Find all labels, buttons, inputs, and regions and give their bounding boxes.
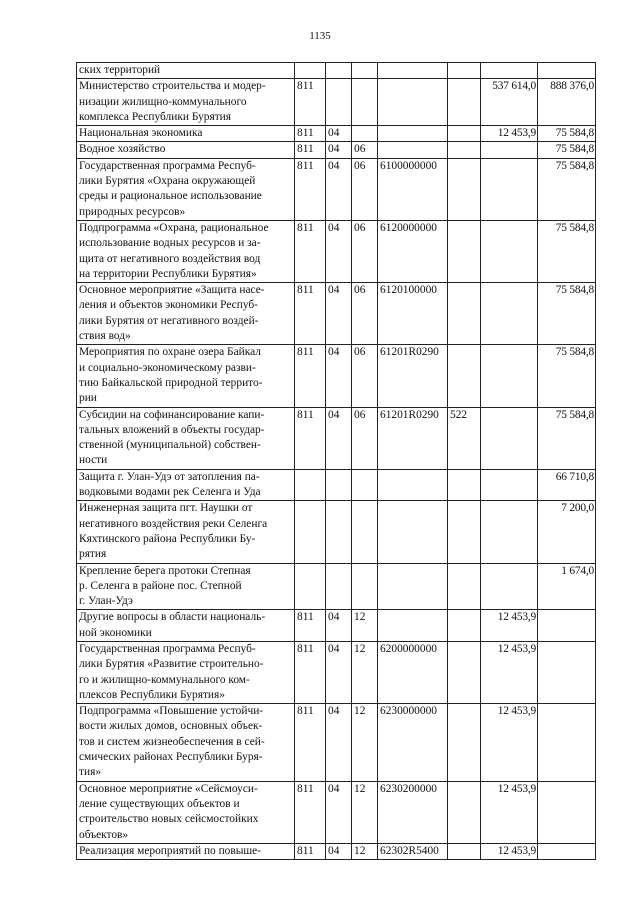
cell-ministry-code: 811 (295, 781, 326, 843)
cell-expense-type (448, 843, 481, 859)
cell-ministry-code: 811 (295, 704, 326, 781)
cell-name: Государственная программа Респуб- лики Бурятия «Развитие строительно- го и жилищно-коммунального ком- плексов Республики Бурятия» (77, 641, 295, 703)
table-row (77, 407, 596, 469)
cell-subsection-code: 06 (352, 407, 378, 469)
cell-expense-type (448, 704, 481, 781)
cell-target-article: 61201R0290 (378, 407, 448, 469)
cell-name: Подпрограмма «Охрана, рациональное использование водных ресурсов и за- щита от негативного воздействия вод на территории Республики Бурятия» (77, 220, 295, 282)
cell-expense-type (448, 781, 481, 843)
cell-ministry-code (295, 63, 326, 79)
cell-amount-1 (481, 407, 538, 469)
cell-ministry-code: 811 (295, 610, 326, 642)
cell-amount-1: 12 453,9 (481, 704, 538, 781)
cell-amount-2: 66 710,8 (538, 469, 596, 501)
cell-expense-type (448, 469, 481, 501)
cell-section-code (326, 469, 352, 501)
cell-name: Другие вопросы в области националь- ной экономики (77, 610, 295, 642)
cell-section-code: 04 (326, 610, 352, 642)
cell-subsection-code (352, 79, 378, 126)
cell-ministry-code (295, 469, 326, 501)
cell-ministry-code (295, 501, 326, 563)
cell-target-article: 61201R0290 (378, 345, 448, 407)
cell-expense-type (448, 79, 481, 126)
cell-name: Национальная экономика (77, 126, 295, 142)
cell-section-code: 04 (326, 126, 352, 142)
cell-target-article (378, 126, 448, 142)
cell-amount-1 (481, 158, 538, 220)
cell-ministry-code: 811 (295, 843, 326, 859)
table-row (77, 345, 596, 407)
cell-expense-type (448, 283, 481, 345)
cell-section-code: 04 (326, 407, 352, 469)
cell-amount-2: 75 584,8 (538, 407, 596, 469)
table-row (77, 563, 596, 610)
cell-target-article: 6120000000 (378, 220, 448, 282)
cell-target-article: 6230200000 (378, 781, 448, 843)
cell-name: Государственная программа Респуб- лики Бурятия «Охрана окружающей среды и рациональное использование природных ресурсов» (77, 158, 295, 220)
cell-section-code: 04 (326, 283, 352, 345)
cell-amount-2 (538, 610, 596, 642)
cell-amount-2: 75 584,8 (538, 158, 596, 220)
cell-expense-type (448, 501, 481, 563)
table-row (77, 641, 596, 703)
cell-name: Защита г. Улан-Удэ от затопления па- водковыми водами рек Селенга и Уда (77, 469, 295, 501)
cell-section-code: 04 (326, 142, 352, 158)
cell-amount-1 (481, 563, 538, 610)
cell-amount-1: 12 453,9 (481, 781, 538, 843)
cell-subsection-code: 06 (352, 158, 378, 220)
table-row (77, 142, 596, 158)
cell-target-article (378, 501, 448, 563)
cell-target-article (378, 610, 448, 642)
cell-name: Водное хозяйство (77, 142, 295, 158)
cell-target-article: 6200000000 (378, 641, 448, 703)
cell-expense-type (448, 63, 481, 79)
table-row (77, 283, 596, 345)
cell-amount-2: 75 584,8 (538, 142, 596, 158)
page-number: 1135 (309, 30, 331, 42)
cell-ministry-code (295, 563, 326, 610)
cell-target-article (378, 563, 448, 610)
cell-expense-type (448, 563, 481, 610)
table-row (77, 126, 596, 142)
table-row (77, 610, 596, 642)
cell-target-article (378, 79, 448, 126)
cell-amount-1 (481, 142, 538, 158)
cell-name: Основное мероприятие «Сейсмоуси- ление существующих объектов и строительство новых сейсмостойких объектов» (77, 781, 295, 843)
cell-amount-2: 7 200,0 (538, 501, 596, 563)
cell-subsection-code: 12 (352, 781, 378, 843)
cell-amount-1 (481, 469, 538, 501)
cell-ministry-code: 811 (295, 283, 326, 345)
cell-name: Реализация мероприятий по повыше- (77, 843, 295, 859)
cell-target-article (378, 142, 448, 158)
cell-amount-2 (538, 641, 596, 703)
budget-table (76, 62, 596, 860)
cell-ministry-code: 811 (295, 641, 326, 703)
cell-subsection-code (352, 63, 378, 79)
cell-subsection-code (352, 469, 378, 501)
cell-subsection-code: 12 (352, 704, 378, 781)
cell-section-code: 04 (326, 641, 352, 703)
cell-amount-2: 888 376,0 (538, 79, 596, 126)
cell-subsection-code: 06 (352, 283, 378, 345)
cell-subsection-code: 12 (352, 641, 378, 703)
cell-amount-2: 75 584,8 (538, 283, 596, 345)
table-body (77, 63, 596, 860)
cell-section-code: 04 (326, 220, 352, 282)
cell-expense-type (448, 126, 481, 142)
cell-ministry-code: 811 (295, 345, 326, 407)
cell-amount-2 (538, 843, 596, 859)
cell-amount-2 (538, 704, 596, 781)
cell-amount-1 (481, 220, 538, 282)
cell-name: Мероприятия по охране озера Байкал и социально-экономическому разви- тию Байкальской природной террито- рии (77, 345, 295, 407)
table-row (77, 63, 596, 79)
cell-amount-1: 12 453,9 (481, 126, 538, 142)
cell-target-article: 62302R5400 (378, 843, 448, 859)
cell-amount-1: 12 453,9 (481, 641, 538, 703)
table-row (77, 781, 596, 843)
table-row (77, 843, 596, 859)
cell-name: Подпрограмма «Повышение устойчи- вости жилых домов, основных объек- тов и систем жизнеобеспечения в сей- смических районах Республики Буря- тия» (77, 704, 295, 781)
cell-section-code: 04 (326, 843, 352, 859)
cell-section-code: 04 (326, 158, 352, 220)
cell-subsection-code (352, 126, 378, 142)
cell-subsection-code (352, 501, 378, 563)
cell-ministry-code: 811 (295, 126, 326, 142)
cell-name: Субсидии на софинансирование капи- тальных вложений в объекты государ- ственной (муниципальной) собствен- ности (77, 407, 295, 469)
table-row (77, 704, 596, 781)
cell-subsection-code: 06 (352, 142, 378, 158)
cell-name: Основное мероприятие «Защита насе- ления и объектов экономики Респуб- лики Бурятия от негативного воздей- ствия вод» (77, 283, 295, 345)
cell-amount-2 (538, 63, 596, 79)
cell-expense-type (448, 220, 481, 282)
cell-target-article (378, 469, 448, 501)
cell-amount-2: 75 584,8 (538, 345, 596, 407)
cell-subsection-code: 06 (352, 220, 378, 282)
cell-ministry-code: 811 (295, 142, 326, 158)
cell-subsection-code: 12 (352, 610, 378, 642)
table-row (77, 220, 596, 282)
cell-target-article: 6120100000 (378, 283, 448, 345)
cell-ministry-code: 811 (295, 407, 326, 469)
cell-name: Министерство строительства и модер- низации жилищно-коммунального комплекса Республики Бурятия (77, 79, 295, 126)
cell-expense-type (448, 345, 481, 407)
cell-amount-1: 537 614,0 (481, 79, 538, 126)
table-row (77, 79, 596, 126)
cell-name: Инженерная защита пгт. Наушки от негативного воздействия реки Селенга Кяхтинского района Республики Бу- рятия (77, 501, 295, 563)
cell-ministry-code: 811 (295, 158, 326, 220)
cell-section-code (326, 63, 352, 79)
cell-section-code (326, 501, 352, 563)
cell-amount-1 (481, 345, 538, 407)
cell-amount-1 (481, 283, 538, 345)
table-row (77, 469, 596, 501)
cell-target-article (378, 63, 448, 79)
cell-target-article: 6230000000 (378, 704, 448, 781)
cell-expense-type (448, 641, 481, 703)
cell-amount-1 (481, 63, 538, 79)
cell-ministry-code: 811 (295, 220, 326, 282)
cell-expense-type (448, 610, 481, 642)
cell-subsection-code (352, 563, 378, 610)
cell-subsection-code: 06 (352, 345, 378, 407)
cell-amount-2: 75 584,8 (538, 126, 596, 142)
cell-expense-type (448, 142, 481, 158)
table-row (77, 158, 596, 220)
cell-amount-1: 12 453,9 (481, 843, 538, 859)
cell-amount-1: 12 453,9 (481, 610, 538, 642)
cell-name: Крепление берега протоки Степная р. Селенга в районе пос. Степной г. Улан-Удэ (77, 563, 295, 610)
cell-expense-type: 522 (448, 407, 481, 469)
cell-section-code (326, 79, 352, 126)
cell-amount-2: 75 584,8 (538, 220, 596, 282)
cell-section-code: 04 (326, 704, 352, 781)
cell-ministry-code: 811 (295, 79, 326, 126)
table-row (77, 501, 596, 563)
cell-amount-2 (538, 781, 596, 843)
cell-section-code: 04 (326, 781, 352, 843)
cell-section-code (326, 563, 352, 610)
cell-section-code: 04 (326, 345, 352, 407)
cell-expense-type (448, 158, 481, 220)
cell-target-article: 6100000000 (378, 158, 448, 220)
cell-amount-1 (481, 501, 538, 563)
cell-name: ских территорий (77, 63, 295, 79)
cell-subsection-code: 12 (352, 843, 378, 859)
cell-amount-2: 1 674,0 (538, 563, 596, 610)
